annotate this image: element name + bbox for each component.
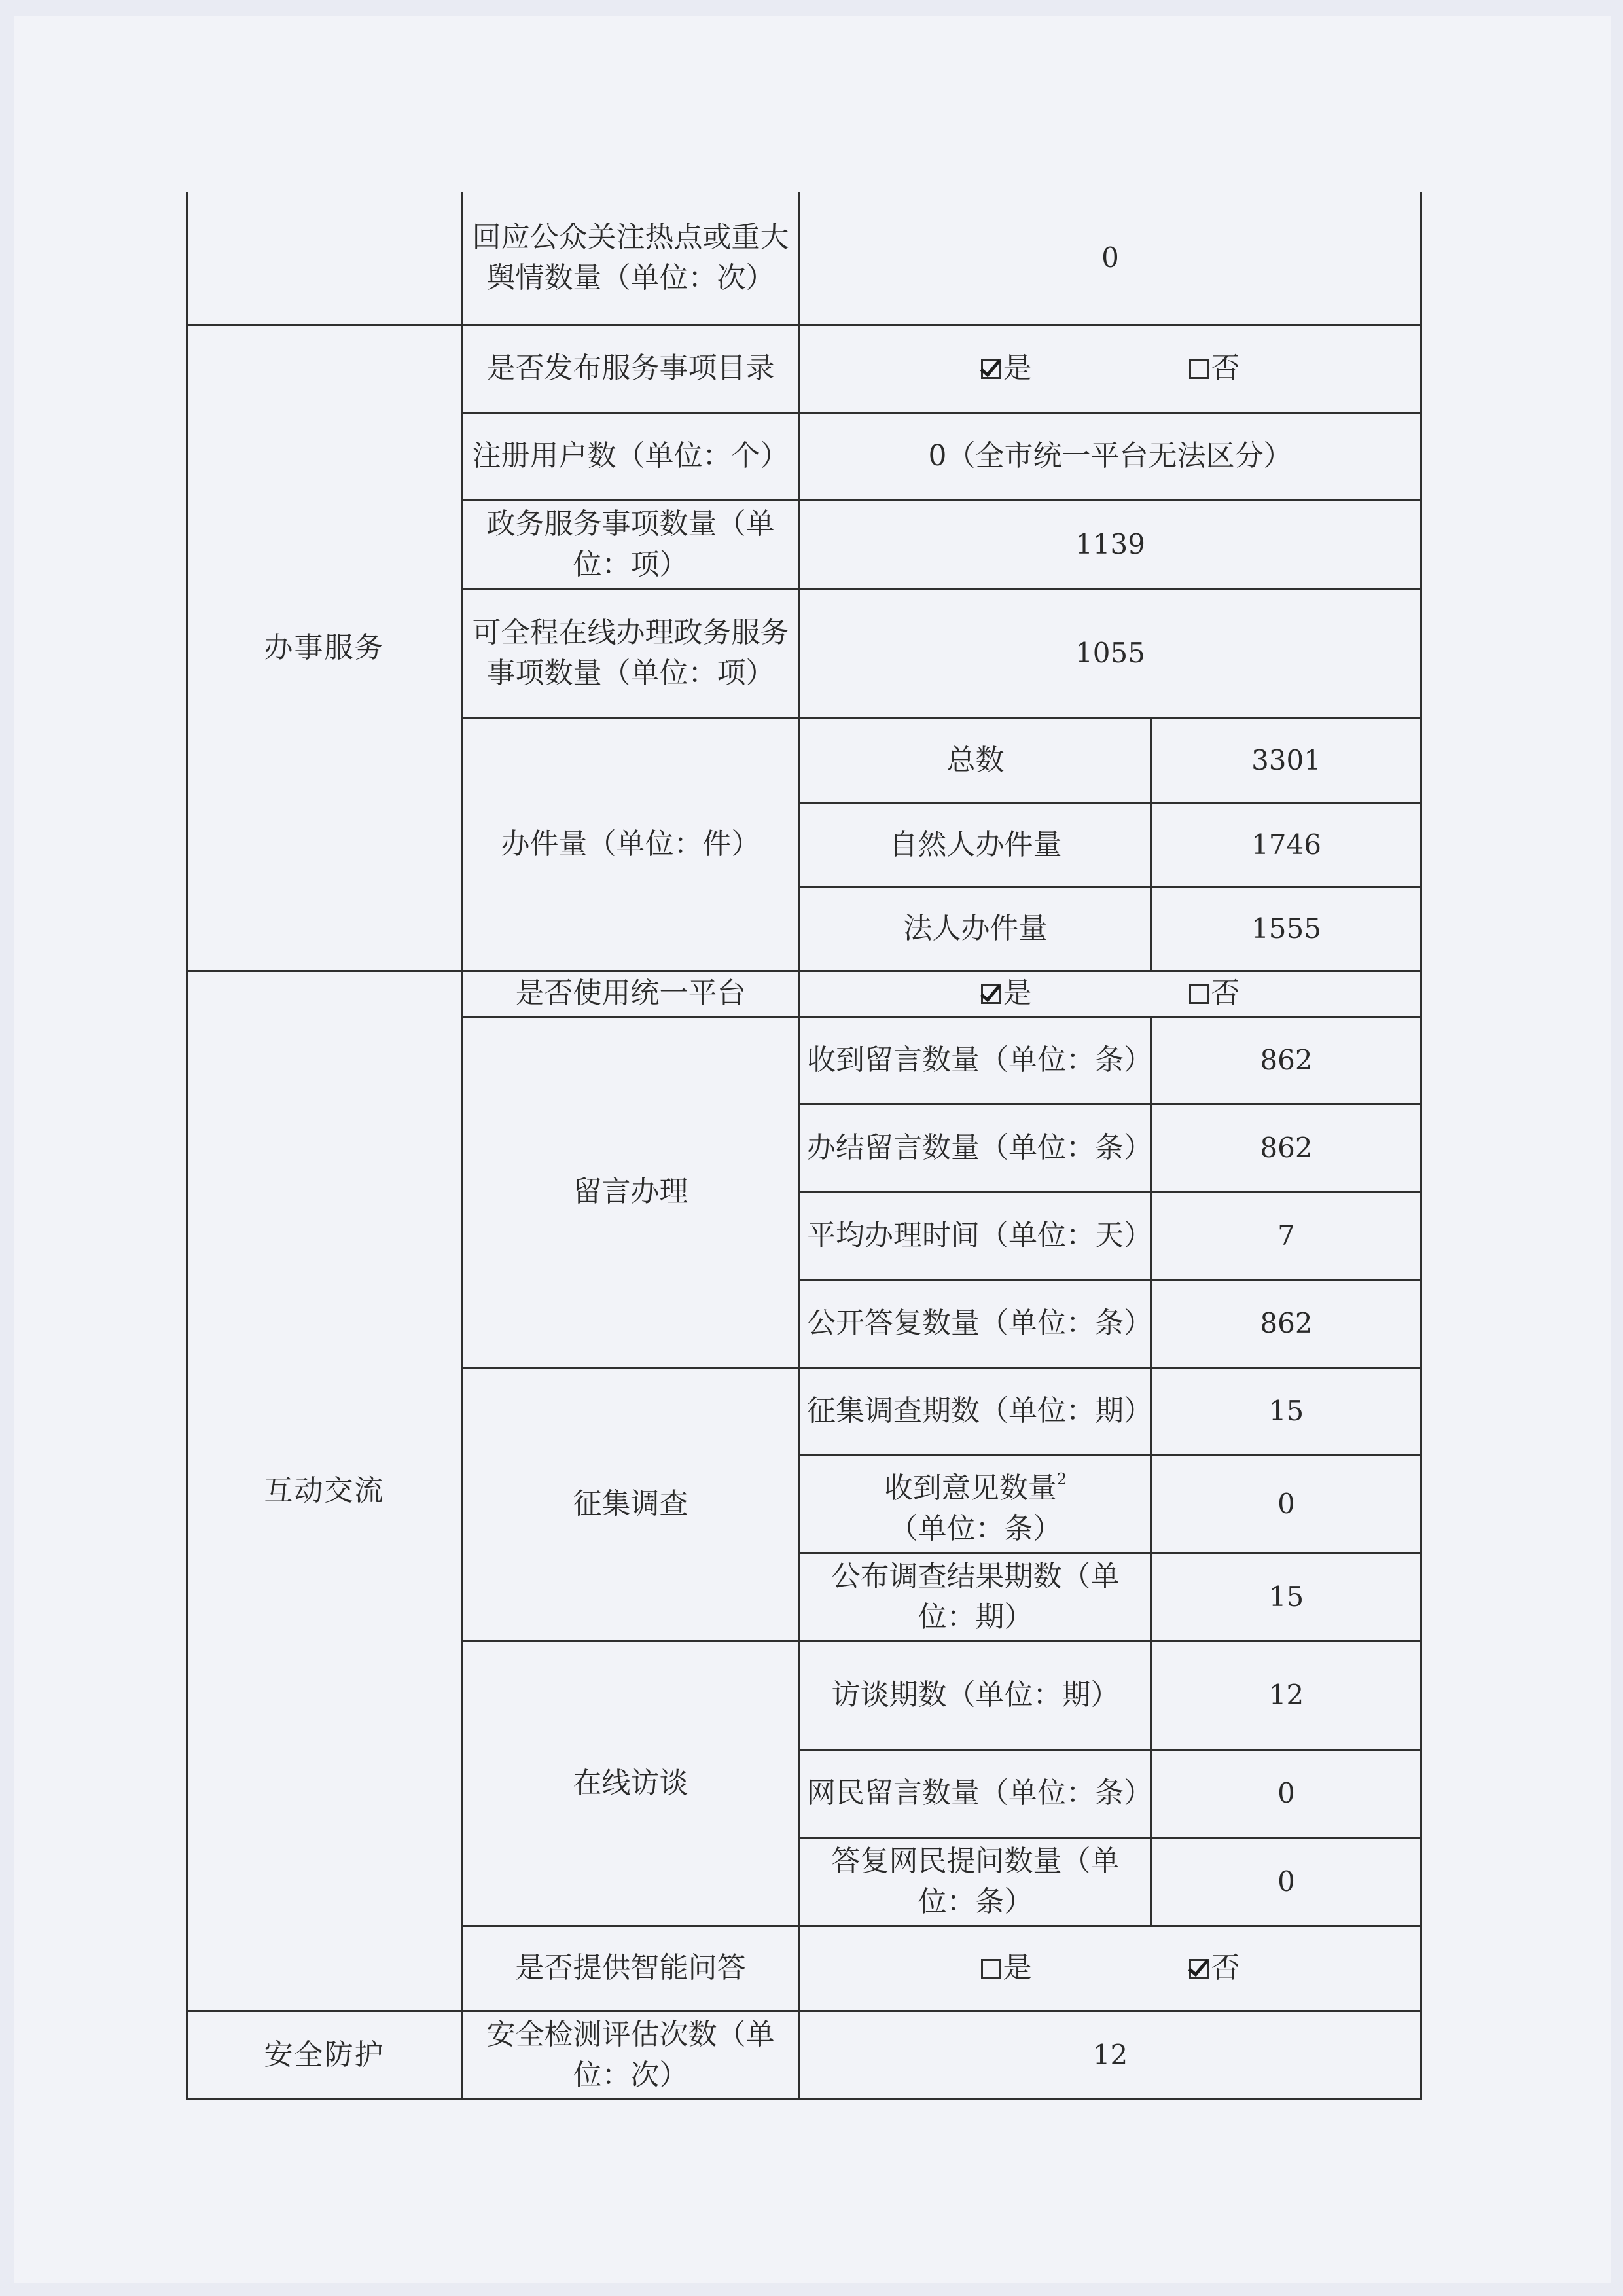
- interview-periods-label: 访谈期数（单位：期）: [800, 1641, 1152, 1749]
- catalog-options: [800, 325, 1421, 412]
- interview-netizen-value: 0: [1152, 1749, 1421, 1837]
- volume-legal-label: 法人办件量: [800, 887, 1152, 971]
- interview-replies-label: 答复网民提问数量（单位：条）: [800, 1837, 1152, 1926]
- survey-periods-value: 15: [1152, 1367, 1421, 1455]
- yes-option-label: 是: [1003, 1951, 1032, 1984]
- inspections-value: 12: [800, 2011, 1421, 2099]
- survey-results-value: 15: [1152, 1552, 1421, 1641]
- survey-opinions-value: 0: [1152, 1455, 1421, 1552]
- volume-total-value: 3301: [1152, 718, 1421, 803]
- platform-options: [800, 971, 1421, 1016]
- volume-natural-label: 自然人办件量: [800, 803, 1152, 887]
- row-service-catalog: [187, 325, 1421, 412]
- yes-option-label: 是: [1003, 977, 1032, 1010]
- catalog-label: 是否发布服务事项目录: [462, 325, 800, 412]
- row-platform: [187, 971, 1421, 1016]
- messages-label: 留言办理: [462, 1016, 800, 1367]
- smart-qa-label: 是否提供智能问答: [462, 1926, 800, 2011]
- msg-avg-time-value: 7: [1152, 1192, 1421, 1280]
- survey-opinions-unit: （单位：条）: [889, 1511, 1062, 1545]
- survey-opinions-label: 收到意见数量: [883, 1471, 1057, 1505]
- footnote-mark: 2: [1056, 1469, 1067, 1488]
- volume-legal-value: 1555: [1152, 887, 1421, 971]
- category-service: 办事服务: [187, 325, 462, 971]
- smart-qa-options: [800, 1926, 1421, 2011]
- msg-received-value: 862: [1152, 1016, 1421, 1104]
- unchecked-box-icon[interactable]: [1189, 984, 1209, 1004]
- volume-total-label: 总数: [800, 718, 1152, 803]
- volume-label: 办件量（单位：件）: [462, 718, 800, 971]
- msg-received-label: 收到留言数量（单位：条）: [800, 1016, 1152, 1104]
- msg-handled-value: 862: [1152, 1104, 1421, 1192]
- survey-label: 征集调查: [462, 1367, 800, 1641]
- msg-public-replies-value: 862: [1152, 1280, 1421, 1367]
- blank-category-cell: [187, 192, 462, 325]
- msg-public-replies-label: 公开答复数量（单位：条）: [800, 1280, 1152, 1367]
- survey-results-label: 公布调查结果期数（单位：期）: [800, 1552, 1152, 1641]
- unchecked-box-icon[interactable]: [1189, 359, 1209, 379]
- unchecked-box-icon[interactable]: [981, 1959, 1001, 1979]
- interview-netizen-label: 网民留言数量（单位：条）: [800, 1749, 1152, 1837]
- category-interaction: 互动交流: [187, 971, 462, 2011]
- online-items-value: 1055: [800, 588, 1421, 718]
- no-option-label: 否: [1211, 351, 1240, 385]
- statistics-table: [186, 192, 1422, 2100]
- interview-periods-value: 12: [1152, 1641, 1421, 1749]
- users-value: 0（全市统一平台无法区分）: [800, 412, 1421, 500]
- checked-box-icon[interactable]: [981, 359, 1001, 379]
- row-security: [187, 2011, 1421, 2099]
- platform-label: 是否使用统一平台: [462, 971, 800, 1016]
- online-items-label: 可全程在线办理政务服务事项数量（单位：项）: [462, 588, 800, 718]
- survey-opinions-cell: [800, 1455, 1152, 1552]
- interview-replies-value: 0: [1152, 1837, 1421, 1926]
- items-value: 1139: [800, 500, 1421, 588]
- no-option-label: 否: [1211, 977, 1240, 1010]
- no-option-label: 否: [1211, 1951, 1240, 1984]
- document-page: [14, 16, 1611, 2283]
- interview-label: 在线访谈: [462, 1641, 800, 1926]
- hotspot-value: 0: [800, 192, 1421, 325]
- row-hotspot: [187, 192, 1421, 325]
- inspections-label: 安全检测评估次数（单位：次）: [462, 2011, 800, 2099]
- items-label: 政务服务事项数量（单位：项）: [462, 500, 800, 588]
- volume-natural-value: 1746: [1152, 803, 1421, 887]
- checked-box-icon[interactable]: [981, 984, 1001, 1004]
- survey-periods-label: 征集调查期数（单位：期）: [800, 1367, 1152, 1455]
- msg-avg-time-label: 平均办理时间（单位：天）: [800, 1192, 1152, 1280]
- users-label: 注册用户数（单位：个）: [462, 412, 800, 500]
- yes-option-label: 是: [1003, 351, 1032, 385]
- hotspot-label: 回应公众关注热点或重大舆情数量（单位：次）: [462, 192, 800, 325]
- checked-box-icon[interactable]: [1189, 1959, 1209, 1979]
- category-security: 安全防护: [187, 2011, 462, 2099]
- msg-handled-label: 办结留言数量（单位：条）: [800, 1104, 1152, 1192]
